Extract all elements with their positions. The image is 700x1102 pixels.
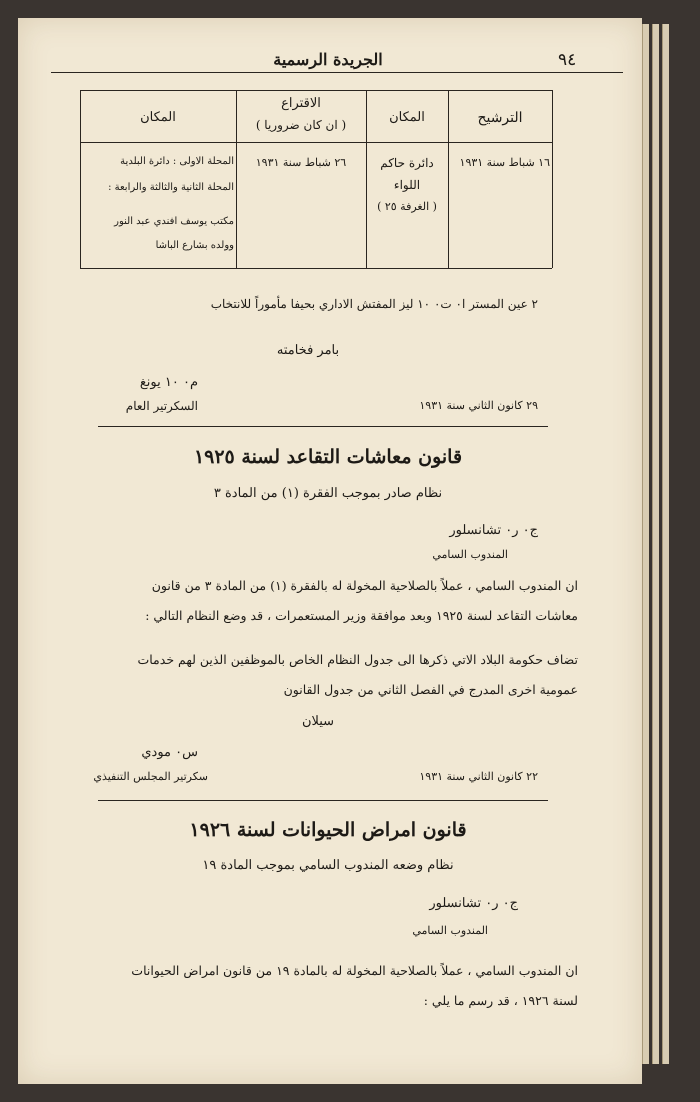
clause-line: عمومية اخرى المدرج في الفصل الثاني من جدول القانون [283,682,578,697]
clause-line: تضاف حكومة البلاد الاتي ذكرها الى جدول النظام الخاص بالموظفين الذين لهم خدمات [137,652,578,667]
header-place-2: المكان [140,110,176,125]
table-bottom-rule [80,268,552,269]
by-order-text: بامر فخامته [276,343,340,358]
header-nomination: الترشيح [477,110,523,126]
preamble-line: لسنة ١٩٢٦ ، قد رسم ما يلي : [423,993,578,1008]
high-commissioner-name: ج٠ ر٠ تشانسلور [449,523,538,538]
section-subtitle: نظام وضعه المندوب السامي بموجب المادة ١٩ [202,858,454,873]
cell-location-line3: مكتب يوسف افندي عبد النور [114,216,234,227]
section-date: ٢٢ كانون الثاني سنة ١٩٣١ [419,770,538,783]
gazette-page [18,18,642,1084]
high-commissioner-title: المندوب السامي [412,924,488,937]
section-title: قانون امراض الحيوانات لسنة ١٩٢٦ [189,819,467,841]
section-title: قانون معاشات التقاعد لسنة ١٩٢٥ [193,446,463,468]
page-edge-3 [662,24,669,1064]
cell-location-line2: المحلة الثانية والثالثة والرابعة : [108,182,234,193]
preamble-line: ان المندوب السامي ، عملاً بالصلاحية المخولة له بالمادة ١٩ من قانون امراض الحيوانات [131,963,578,978]
high-commissioner-name: ج٠ ر٠ تشانسلور [429,896,518,911]
page-number: ٩٤ [558,50,577,70]
country-name: سيلان [301,714,335,729]
header-voting-note: ( ان كان ضروريا ) [255,118,347,132]
section-subtitle: نظام صادر بموجب الفقرة (١) من المادة ٣ [213,486,443,501]
cell-place-line3: ( الغرفة ٢٥ ) [377,200,437,213]
table-divider [552,90,553,268]
section-rule [98,800,548,801]
section-rule [98,426,548,427]
order-date: ٢٩ كانون الثاني سنة ١٩٣١ [419,399,538,412]
page-edge-1 [642,24,649,1064]
page-edge-2 [652,24,659,1064]
header-rule [51,72,623,73]
header-voting: الاقتراع [281,96,321,111]
secretary-name: س٠ مودي [141,745,198,760]
table-top-rule [80,90,552,91]
preamble-line: معاشات التقاعد لسنة ١٩٢٥ وبعد موافقة وزير المستعمرات ، قد وضع النظام التالي : [145,608,578,623]
cell-voting-date: ٢٦ شباط سنة ١٩٣١ [255,156,347,169]
header-place: المكان [389,110,425,125]
signer-name: م٠ ١٠ يونغ [139,375,198,390]
cell-place-line2: اللواء [393,178,421,192]
table-header-rule [80,142,552,143]
secretary-title: سكرتير المجلس التنفيذي [93,770,208,783]
table-divider [236,90,237,268]
appointment-note: ٢ عين المستر ا٠ ت٠ ١٠ ليز المفتش الاداري بحيفا مأموراً للانتخاب [210,297,538,311]
cell-place-line1: دائرة حاكم [380,156,434,170]
high-commissioner-title: المندوب السامي [432,548,508,561]
cell-nomination-date: ١٦ شباط سنة ١٩٣١ [459,156,550,169]
cell-location-line1: المحلة الاولى : دائرة البلدية [120,156,234,167]
gazette-title: الجريدة الرسمية [273,50,383,69]
preamble-line: ان المندوب السامي ، عملاً بالصلاحية المخولة له بالفقرة (١) من المادة ٣ من قانون [151,578,578,593]
cell-location-line4: وولده بشارع الباشا [155,240,234,251]
signer-title: السكرتير العام [125,399,198,413]
